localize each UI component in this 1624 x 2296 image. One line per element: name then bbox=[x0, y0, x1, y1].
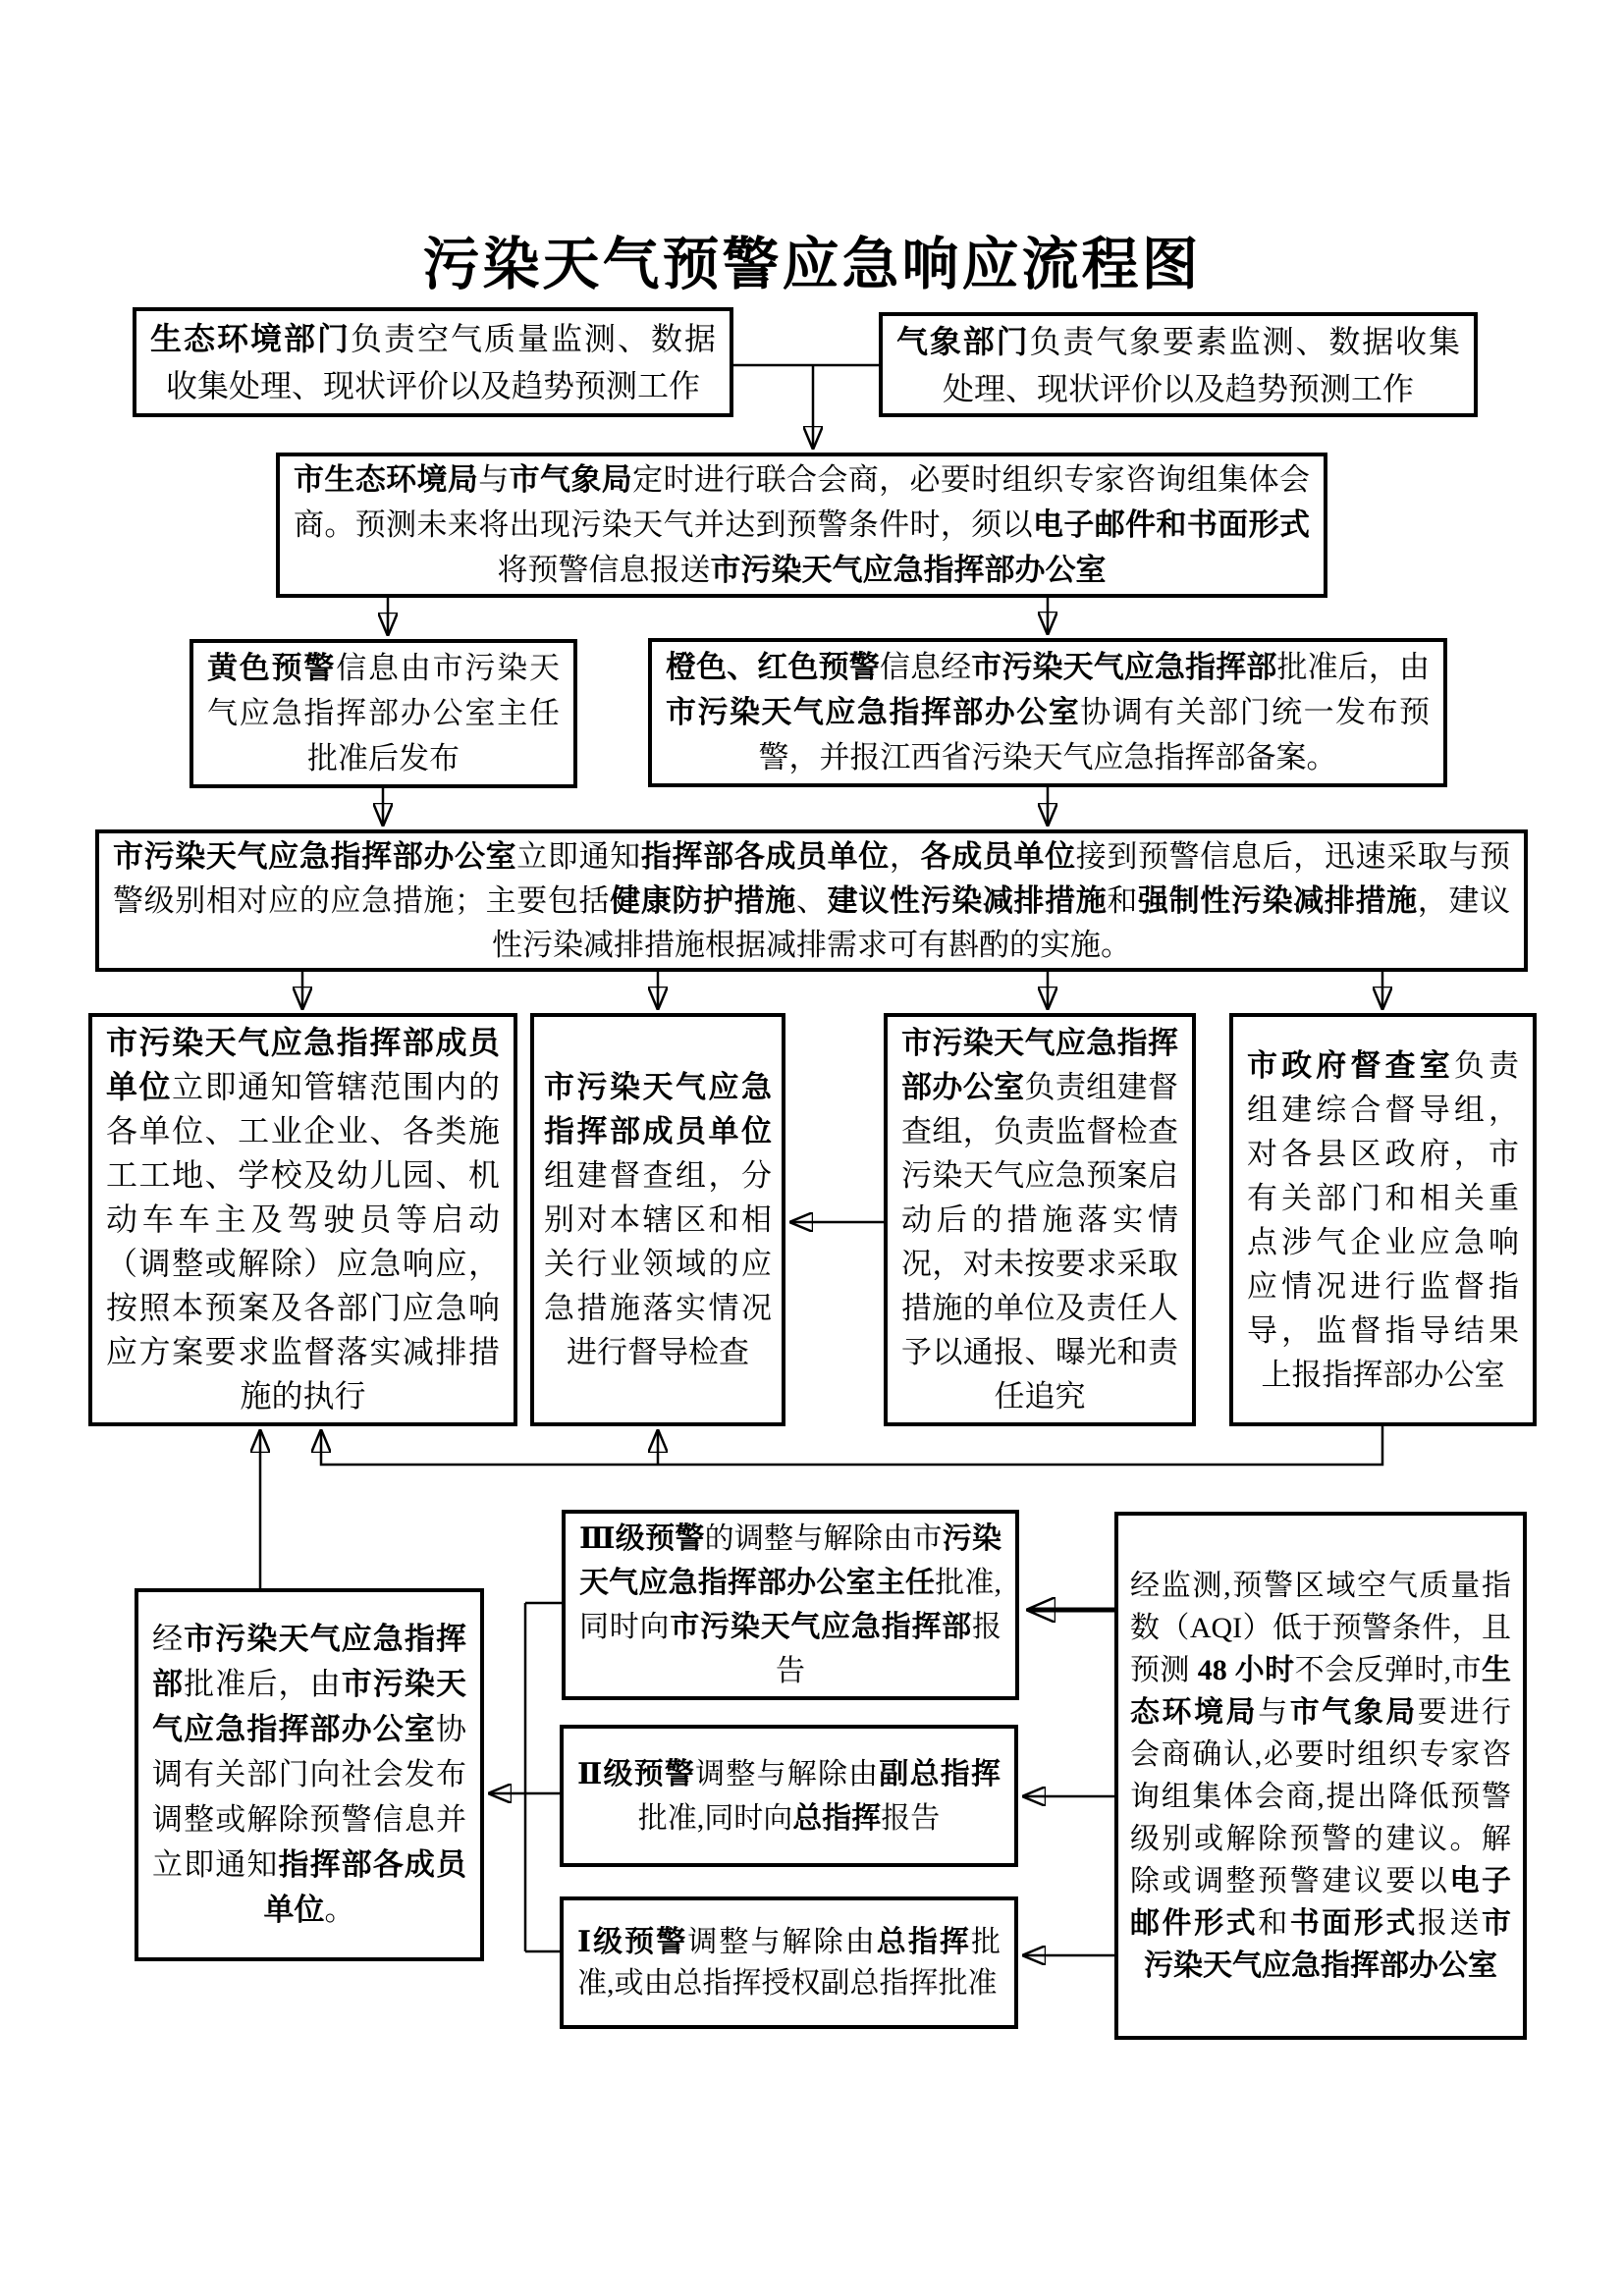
box-member-units-inspection bbox=[530, 1013, 785, 1426]
box-level3-warning-text: Ⅲ级预警的调整与解除由市污染天气应急指挥部办公室主任批准,同时向市污染天气应急指挥部报告 bbox=[579, 1522, 1002, 1687]
box-yellow-warning-text: 黄色预警信息由市污染天气应急指挥部办公室主任批准后发布 bbox=[207, 651, 561, 775]
box-orange-red-warning bbox=[648, 638, 1447, 787]
box-office-inspection bbox=[884, 1013, 1196, 1426]
box-notify-members bbox=[95, 829, 1528, 972]
box-level3-warning bbox=[562, 1510, 1019, 1700]
box-level1-warning-text: Ⅰ级预警调整与解除由总指挥批准,或由总指挥授权副总指挥批准 bbox=[577, 1925, 1001, 2000]
box-level2-warning bbox=[560, 1725, 1018, 1867]
box-weather-dept bbox=[879, 312, 1478, 417]
box-member-units-inspection-text: 市污染天气应急指挥部成员单位组建督查组，分别对本辖区和相关行业领域的应急措施落实情况进行督导检查 bbox=[544, 1070, 772, 1369]
box-office-inspection-text: 市污染天气应急指挥部办公室负责组建督查组，负责监督检查污染天气应急预案启动后的措施落实情况，对未按要求采取措施的单位及责任人予以通报、曝光和责任追究 bbox=[901, 1026, 1178, 1414]
box-notify-members-text: 市污染天气应急指挥部办公室立即通知指挥部各成员单位，各成员单位接到预警信息后，迅速采取与预警级别相对应的应急措施；主要包括健康防护措施、建议性污染减排措施和强制性污染减排措施，建议性污染减排措施根据减排需求可有斟酌的实施。 bbox=[113, 839, 1511, 962]
box-monitor-confirm bbox=[1114, 1512, 1527, 2040]
box-weather-dept-text: 气象部门负责气象要素监测、数据收集处理、现状评价以及趋势预测工作 bbox=[896, 323, 1460, 406]
box-gov-supervision-office bbox=[1229, 1013, 1537, 1426]
box-member-units-action-text: 市污染天气应急指挥部成员单位立即通知管辖范围内的各单位、工业企业、各类施工工地、学校及幼儿园、机动车车主及驾驶员等启动（调整或解除）应急响应，按照本预案及各部门应急响应方案要求监督落实减排措施的执行 bbox=[106, 1025, 500, 1414]
box-monitor-confirm-text: 经监测,预警区域空气质量指数（AQI）低于预警条件，且预测 48 小时不会反弹时,市生态环境局与市气象局要进行会商确认,必要时组织专家咨询组集体会商,提出降低预警级别或解除预警的建议。解除或调整预警建议要以电子邮件形式和书面形式报送市污染天气应急指挥部办公室 bbox=[1130, 1570, 1512, 1982]
box-orange-red-warning-text: 橙色、红色预警信息经市污染天气应急指挥部批准后，由市污染天气应急指挥部办公室协调有关部门统一发布预警，并报江西省污染天气应急指挥部备案。 bbox=[666, 650, 1431, 774]
box-yellow-warning bbox=[189, 639, 577, 788]
box-eco-env-dept-text: 生态环境部门负责空气质量监测、数据收集处理、现状评价以及趋势预测工作 bbox=[150, 321, 716, 403]
box-level2-warning-text: Ⅱ级预警调整与解除由副总指挥批准,同时向总指挥报告 bbox=[577, 1757, 1001, 1835]
arrow-feedback-to-member bbox=[321, 1426, 1382, 1465]
box-member-units-action bbox=[88, 1013, 517, 1426]
box-level1-warning bbox=[560, 1896, 1018, 2029]
box-release-adjustment bbox=[135, 1588, 484, 1961]
page-title: 污染天气预警应急响应流程图 bbox=[422, 233, 1202, 296]
box-gov-supervision-office-text: 市政府督查室负责组建综合督导组，对各县区政府，市有关部门和相关重点涉气企业应急响应情况进行监督指导，监督指导结果上报指挥部办公室 bbox=[1247, 1047, 1520, 1392]
box-joint-consultation-text: 市生态环境局与市气象局定时进行联合会商，必要时组织专家咨询组集体会商。预测未来将出现污染天气并达到预警条件时，须以电子邮件和书面形式将预警信息报送市污染天气应急指挥部办公室 bbox=[294, 462, 1310, 587]
box-eco-env-dept bbox=[133, 307, 733, 417]
box-release-adjustment-text: 经市污染天气应急指挥部批准后，由市污染天气应急指挥部办公室协调有关部门向社会发布调整或解除预警信息并立即通知指挥部各成员单位。 bbox=[152, 1622, 467, 1927]
box-joint-consultation bbox=[276, 453, 1327, 598]
